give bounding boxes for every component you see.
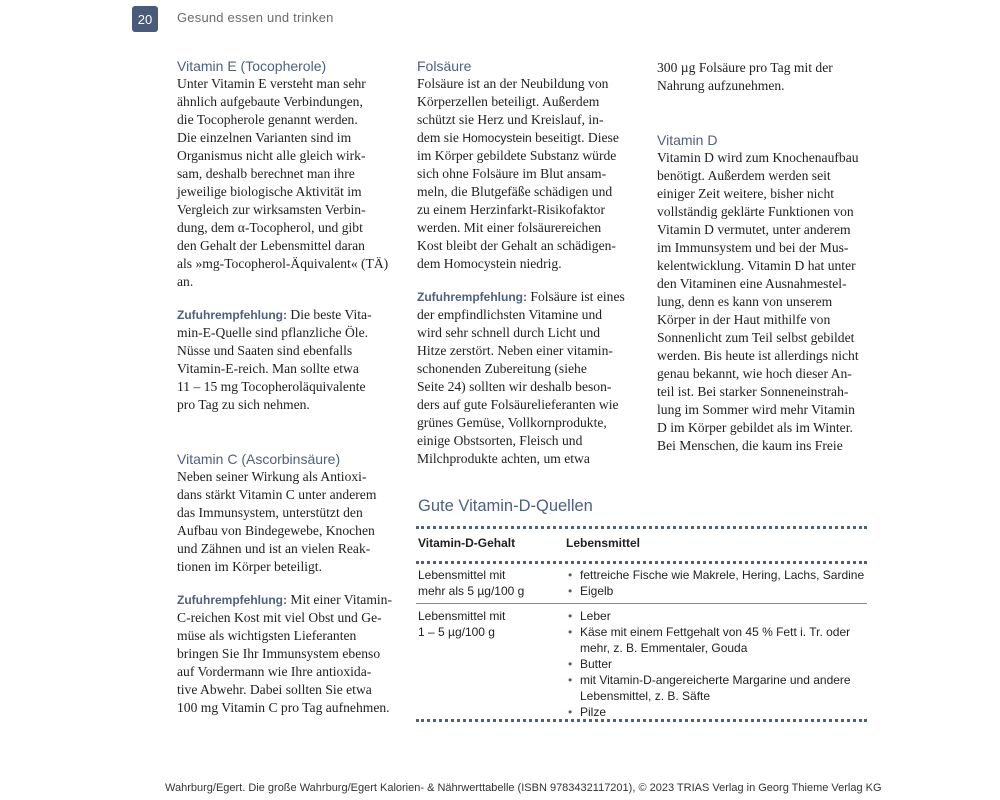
text-line: schonenden Zubereitung (siehe — [417, 361, 587, 376]
text-line: Seite 24) sollten wir deshalb beson- — [417, 379, 612, 394]
text-line: Folsäure ist an der Neubildung von — [417, 76, 609, 91]
vitamin-e-text — [177, 75, 402, 291]
text-line: Mit einer Vitamin- — [286, 592, 393, 607]
dotted-divider — [416, 561, 867, 564]
text-line: Lebensmittel, z. B. Säfte — [580, 689, 711, 703]
page-number: 20 — [132, 6, 158, 32]
text-line: Körperzellen beteiligt. Außerdem — [417, 94, 600, 109]
text-line: 100 mg Vitamin C pro Tag aufnehmen. — [177, 700, 390, 715]
text-line: 300 µg Folsäure pro Tag mit der — [657, 60, 833, 75]
text-line: Die einzelnen Varianten sind im — [177, 130, 352, 145]
text-line: Vitamin D wird zum Knochenaufbau — [657, 150, 859, 165]
text-line: teil ist. Bei starker Sonneneinstrah- — [657, 384, 849, 399]
table-cell-content — [416, 567, 566, 599]
text-line: Hitze zerstört. Neben einer vitamin- — [417, 343, 613, 358]
text-line: den Vitaminen eine Ausnahmestel- — [657, 276, 847, 291]
table-row — [416, 608, 867, 720]
folsaeure-recommendation — [417, 288, 642, 468]
text-line: Sonnenlicht zum Teil selbst gebildet — [657, 330, 855, 345]
row-divider — [416, 603, 867, 604]
text-line: Kost bleibt der Gehalt an schädigen- — [417, 238, 616, 253]
table-title: Gute Vitamin-D-Quellen — [418, 497, 593, 515]
text-line: und Zähnen und ist an vielen Reak- — [177, 541, 371, 556]
list-item: • fettreiche Fische wie Makrele, Hering, Lachs, Sardine — [566, 567, 867, 583]
text-line: genau bekannt, wie hoch dieser An- — [657, 366, 852, 381]
text-line: einige Obstsorten, Fleisch und — [417, 433, 583, 448]
text-line: mehr als 5 µg/100 g — [418, 584, 525, 598]
footer-citation: Wahrburg/Egert. Die große Wahrburg/Egert Kalorien- & Nährwerttabelle (ISBN 9783432117201), © 2023 TRIAS Verlag in Georg Thieme Verlag KG — [165, 782, 882, 794]
column-1 — [177, 57, 402, 717]
text-line: zu einem Herzinfarkt-Risikofaktor — [417, 202, 605, 217]
text-line: Aufbau von Bindegewebe, Knochen — [177, 523, 375, 538]
table-row — [416, 567, 867, 599]
text-line: bringen Sie Ihr Immunsystem ebenso — [177, 646, 381, 661]
text-line: D im Körper gebildet als im Winter. — [657, 420, 853, 435]
text-line: 11 – 15 mg Tocopheroläquivalente — [177, 379, 366, 394]
folsaeure-continuation — [657, 59, 882, 95]
text-line: einiger Zeit weitere, bisher nicht — [657, 186, 835, 201]
table-cell-content — [416, 608, 566, 720]
text-line: beseitigt. Diese — [531, 130, 619, 145]
text-line: vollständig geklärte Funktionen von — [657, 204, 854, 219]
text-line: sich ohne Folsäure im Blut ansam- — [417, 166, 607, 181]
folsaeure-text — [417, 75, 642, 273]
text-line: kelentwicklung. Vitamin D hat unter — [657, 258, 856, 273]
column-2 — [417, 57, 642, 468]
list-item: • Eigelb — [566, 583, 867, 599]
text-line: grünes Gemüse, Vollkornprodukte, — [417, 415, 607, 430]
text-line: Neben seiner Wirkung als Antioxi- — [177, 469, 367, 484]
text-line: min-E-Quelle sind pflanzliche Öle. — [177, 325, 369, 340]
text-line: Die beste Vita- — [286, 307, 372, 322]
text-line: tive Abwehr. Dabei sollten Sie etwa — [177, 682, 372, 697]
text-line: Lebensmittel mit — [418, 609, 506, 623]
text-line: werden. Bis heute ist allerdings nicht — [657, 348, 859, 363]
recommendation-label: Zufuhrempfehlung: — [417, 290, 527, 304]
text-line: sam, deshalb berechnet man ihre — [177, 166, 355, 181]
text-line: dans stärkt Vitamin C unter anderem — [177, 487, 377, 502]
text-line: im Körper gebildete Substanz würde — [417, 148, 617, 163]
text-line: Nüsse und Saaten sind ebenfalls — [177, 343, 353, 358]
text-line: dung, dem α-Tocopherol, und gibt — [177, 220, 363, 235]
column-header: Lebensmittel — [566, 536, 641, 550]
table-cell-foods — [566, 608, 867, 720]
list-item: • Butter — [566, 656, 867, 672]
list-item: • Pilze — [566, 704, 867, 720]
text-line: Organismus nicht alle gleich wirk- — [177, 148, 366, 163]
column-3 — [657, 59, 882, 455]
dotted-divider — [416, 526, 867, 529]
table-header — [416, 535, 867, 551]
vitamin-e-heading: Vitamin E (Tocopherole) — [177, 58, 327, 74]
text-line: Folsäure ist eines — [526, 289, 625, 304]
text-line: ders auf gute Folsäurelieferanten wie — [417, 397, 619, 412]
list-item — [566, 624, 867, 656]
text-line: im Immunsystem und bei der Mus- — [657, 240, 849, 255]
text-line: Käse mit einem Fettgehalt von 45 % Fett i. Tr. oder — [580, 625, 851, 639]
text-line: auf Vordermann wie Ihre antioxida- — [177, 664, 372, 679]
text-line: C-reichen Kost mit viel Obst und Ge- — [177, 610, 382, 625]
text-line: lung, denn es kann von unserem — [657, 294, 833, 309]
text-line: schützt sie Herz und Kreislauf, in- — [417, 112, 604, 127]
text-line: die Tocopherole genannt werden. — [177, 112, 358, 127]
list-item: • Leber — [566, 608, 867, 624]
vitamin-d-heading: Vitamin D — [657, 132, 718, 148]
text-line: an. — [177, 274, 194, 289]
vitamin-e-recommendation — [177, 306, 402, 414]
text-line: müse als wichtigsten Lieferanten — [177, 628, 357, 643]
list-item — [566, 672, 867, 704]
column-header: Vitamin-D-Gehalt — [418, 536, 516, 550]
text-line: meln, die Blutgefäße schädigen und — [417, 184, 613, 199]
text-line: das Immunsystem, unterstützt den — [177, 505, 363, 520]
table-cell-foods — [566, 567, 867, 599]
vitamin-c-recommendation — [177, 591, 402, 717]
text-line: mehr, z. B. Emmentaler, Gouda — [580, 641, 748, 655]
text-line: Lebensmittel mit — [418, 568, 506, 582]
text-line: Milchprodukte achten, um etwa — [417, 451, 590, 466]
text-line: dem Homocystein niedrig. — [417, 256, 562, 271]
text-line: lung im Sommer wird mehr Vitamin — [657, 402, 855, 417]
dotted-divider — [416, 719, 867, 722]
text-line: mit Vitamin-D-angereicherte Margarine und andere — [580, 673, 851, 687]
text-line: ähnlich aufgebaute Verbindungen, — [177, 94, 363, 109]
text-line: 1 – 5 µg/100 g — [418, 625, 495, 639]
text-line: dem sie — [417, 130, 463, 145]
recommendation-label: Zufuhrempfehlung: — [177, 308, 287, 322]
recommendation-label: Zufuhrempfehlung: — [177, 593, 287, 607]
text-line: Vitamin D vermutet, unter anderem — [657, 222, 851, 237]
homocystein-term: Homocystein — [462, 131, 532, 145]
text-line: Nahrung aufzunehmen. — [657, 78, 785, 93]
vitamin-c-heading: Vitamin C (Ascorbinsäure) — [177, 451, 341, 467]
text-line: Bei Menschen, die kaum ins Freie — [657, 438, 843, 453]
text-line: den Gehalt der Lebensmittel daran — [177, 238, 365, 253]
running-head: Gesund essen und trinken — [177, 10, 334, 25]
text-line: jeweilige biologische Aktivität im — [177, 184, 362, 199]
text-line: tionen im Körper beteiligt. — [177, 559, 322, 574]
text-line: werden. Mit einer folsäurereichen — [417, 220, 602, 235]
folsaeure-heading: Folsäure — [417, 58, 472, 74]
vitamin-c-text — [177, 468, 402, 576]
text-line: Körper in der Haut mithilfe von — [657, 312, 831, 327]
vitamin-d-text — [657, 149, 882, 455]
text-line: benötigt. Außerdem werden seit — [657, 168, 831, 183]
text-line: der empfindlichsten Vitamine und — [417, 307, 603, 322]
text-line: Vitamin-E-reich. Man sollte etwa — [177, 361, 359, 376]
text-line: Vergleich zur wirksamsten Verbin- — [177, 202, 366, 217]
text-line: wird sehr schnell durch Licht und — [417, 325, 601, 340]
text-line: Unter Vitamin E versteht man sehr — [177, 76, 366, 91]
text-line: pro Tag zu sich nehmen. — [177, 397, 310, 412]
text-line: als »mg-Tocopherol-Äquivalent« (TÄ) — [177, 256, 389, 271]
